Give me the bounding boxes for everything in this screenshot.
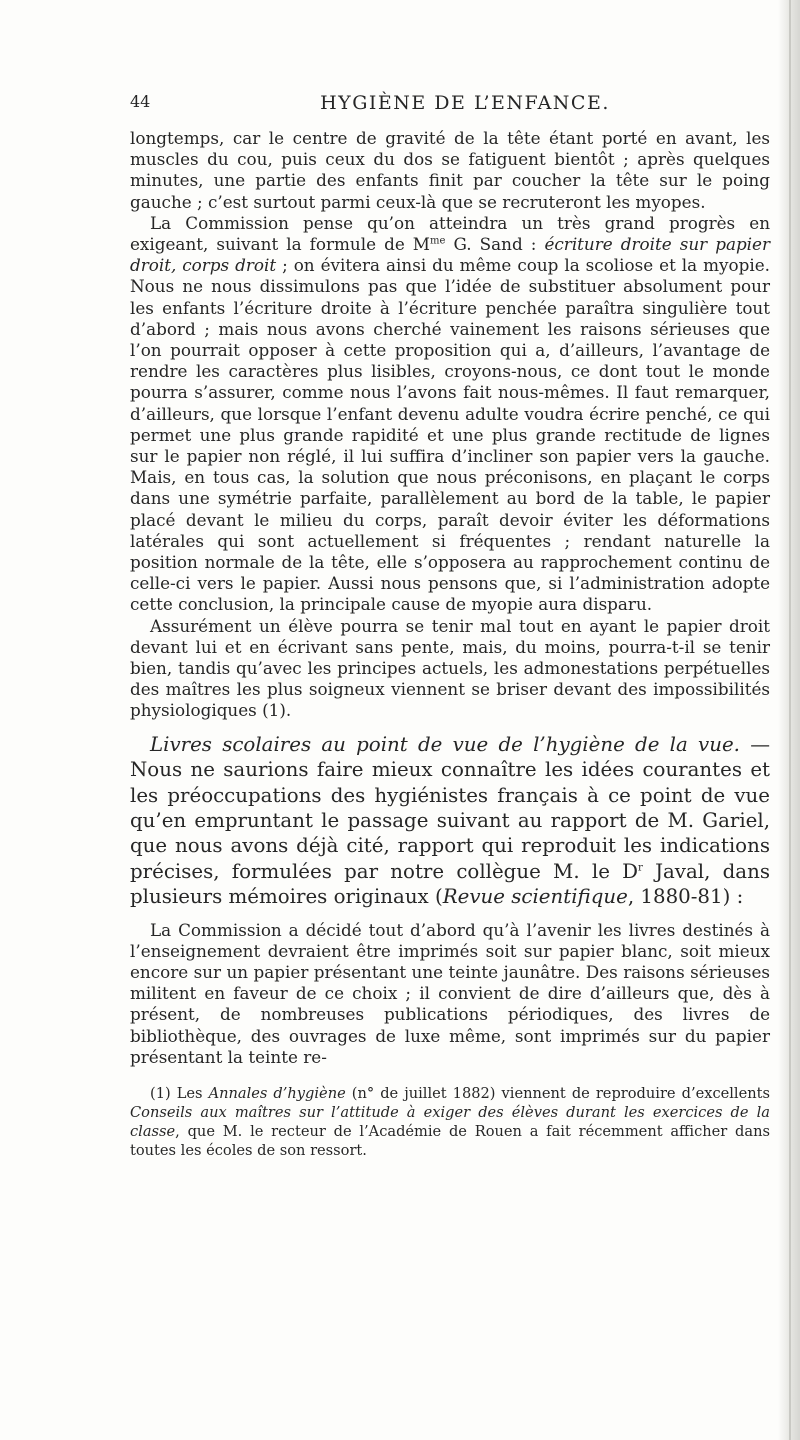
footnote-text-a: (1) Les: [150, 1084, 209, 1102]
section-text-a: — Nous ne saurions faire mieux connaître les idées courantes et les préoccupations des hygiénistes français à ce point de vue qu’en empruntant le passage suivant au rapport de M. Gariel, que nous avons déjà cité, rapport qui reproduit les indications précises, formulées par notre collègue M. le D: [130, 732, 770, 883]
revue-scientifique-italic: Revue scientifique: [442, 885, 628, 909]
running-head: HYGIÈNE DE L’ENFANCE.: [320, 92, 610, 114]
body-text: [130, 128, 770, 1160]
superscript-me: me: [430, 235, 446, 247]
footnote: [130, 1084, 770, 1160]
section-title: Livres scolaires au point de vue de l’hygiène de la vue.: [150, 732, 740, 756]
paragraph-assurement: Assurément un élève pourra se tenir mal tout en ayant le papier droit devant lui et en écrivant sans pente, mais, du moins, pourra-t-il se tenir bien, tandis qu’avec les principes actuels, les admonestations perpétuelles des maîtres les plus soigneux viennent se briser devant des impossibilités physiologiques (1).: [130, 615, 770, 721]
footnote-italic-annales: Annales d’hygiène: [208, 1084, 346, 1102]
section-text-b: Javal, dans plusieurs mémoires originaux (: [130, 859, 770, 909]
paragraph-continuation: longtemps, car le centre de gravité de la tête étant porté en avant, les muscles du cou, puis ceux du dos se fatiguent bientôt ; après quelques minutes, une partie des enfants finit par coucher la tête sur le poing gauche ; c’est surtout parmi ceux-là que se recruteront les myopes.: [130, 128, 770, 212]
formula-italic: écriture droite sur papier droit, corps droit: [130, 234, 771, 276]
section-livres-scolaires: [130, 732, 770, 910]
footnote-italic-conseils: Conseils aux maîtres sur l’attitude à exiger des élèves durant les exercices de la classe: [130, 1103, 770, 1140]
page-number: 44: [130, 92, 151, 111]
paragraph-quote: La Commission a décidé tout d’abord qu’à l’avenir les livres destinés à l’enseignement devraient être imprimés soit sur papier blanc, soit mieux encore sur un papier présentant une teinte jaunâtre. Des raisons sérieuses militent en faveur de ce choix ; il convient de dire d’ailleurs que, dès à présent, de nombreuses publications périodiques, des livres de bibliothèque, des ouvrages de luxe même, sont imprimés sur du papier présentant la teinte re-: [130, 919, 770, 1067]
paragraph-commission: [130, 213, 770, 616]
paragraph-commission-text-a: La Commission pense qu’on atteindra un très grand progrès en exigeant, suivant la formule de M: [130, 212, 770, 255]
footnote-text-c: , que M. le recteur de l’Académie de Rouen a fait récemment afficher dans toutes les écoles de son ressort.: [130, 1122, 770, 1159]
superscript-r: r: [638, 862, 643, 874]
page-edge-line: [789, 0, 791, 1440]
paragraph-commission-text-c: ; on évitera ainsi du même coup la scoliose et la myopie. Nous ne nous dissimulons pas que l’idée de substituer absolument pour les enfants l’écriture droite à l’écriture penchée paraîtra singulière tout d’abord ; mais nous avons cherché vainement les raisons sérieuses que l’on pourrait opposer à cette proposition qui a, d’ailleurs, l’avantage de rendre les caractères plus lisibles, croyons-nous, ce dont tout le monde pourra s’assurer, comme nous l’avons fait nous-mêmes. Il faut remarquer, d’ailleurs, que lorsque l’enfant devenu adulte voudra écrire penché, ce qui permet une plus grande rapidité et une plus grande rectitude de lignes sur le papier non réglé, il lui suffira d’incliner son papier vers la gauche. Mais, en tous cas, la solution que nous préconisons, en plaçant le corps dans une symétrie parfaite, parallèlement au bord de la table, le papier placé devant le milieu du corps, paraît devoir éviter les déformations latérales qui sont actuellement si fréquentes ; rendant naturelle la position normale de la tête, elle s’opposera au rapprochement continu de celle-ci vers le papier. Aussi nous pensons que, si l’administration adopte cette conclusion, la principale cause de myopie aura disparu.: [130, 255, 770, 615]
footnote-text-b: (n° de juillet 1882) viennent de reproduire d’excellents: [345, 1084, 770, 1102]
paragraph-commission-text-b: G. Sand :: [445, 234, 545, 255]
section-text-c: , 1880-81) :: [627, 885, 744, 909]
page-header: [130, 92, 770, 118]
